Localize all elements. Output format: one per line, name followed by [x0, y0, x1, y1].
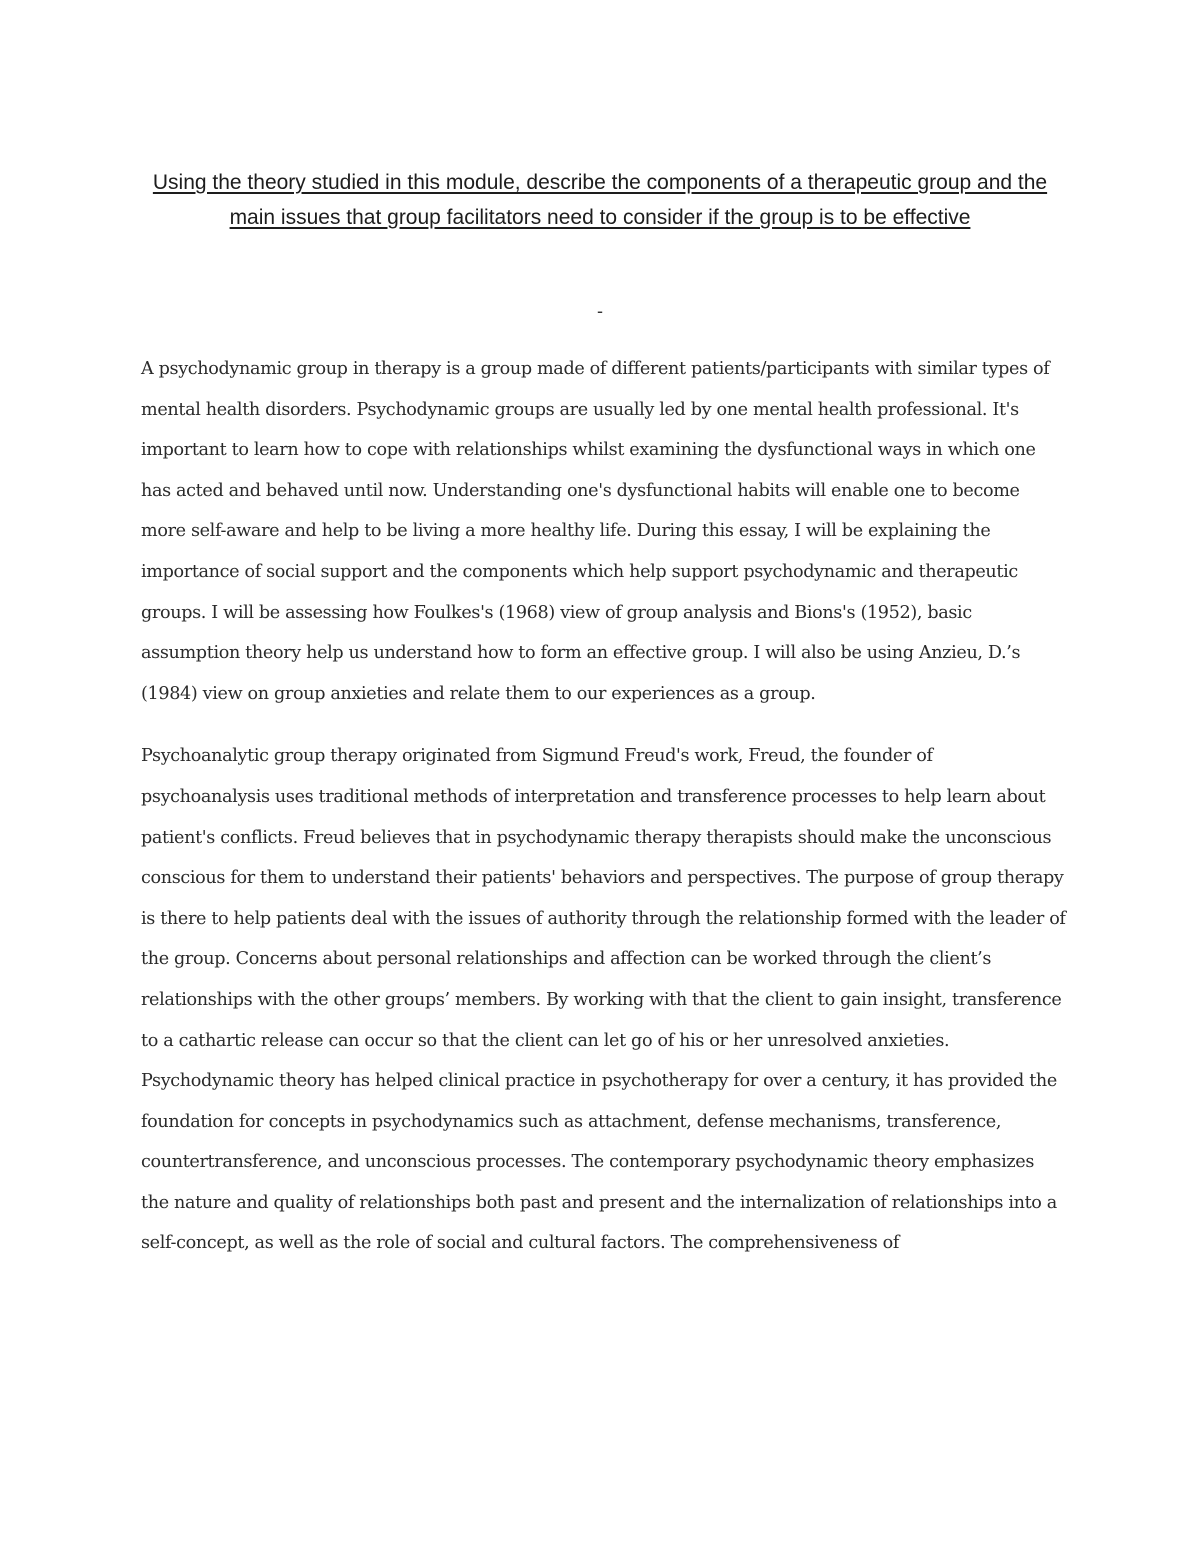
- essay-title: Using the theory studied in this module, describe the components of a therapeutic group and the main issues that group facilitators need to consider if the group is to be effective: [152, 171, 1048, 229]
- paragraph-1: A psychodynamic group in therapy is a group made of different patients/participants with similar types of mental health disorders. Psychodynamic groups are usually led by one mental health professional. It's important to learn how to cope with relationships whilst examining the dysfunctional ways in which one has acted and behaved until now. Understanding one's dysfunctional habits will enable one to become more self-aware and help to be living a more healthy life. During this essay, I will be explaining the importance of social support and the components which help support psychodynamic and therapeutic groups. I will be assessing how Foulkes's (1968) view of group analysis and Bions's (1952), basic assumption theory help us understand how to form an effective group. I will also be using Anzieu, D.’s (1984) view on group anxieties and relate them to our experiences as a group.: [141, 359, 1050, 704]
- essay-body: [141, 349, 1066, 1264]
- title-separator: -: [597, 301, 603, 321]
- paragraph-2: Psychoanalytic group therapy originated from Sigmund Freud's work, Freud, the founder of psychoanalysis uses traditional methods of interpretation and transference processes to help learn about patient's conflicts. Freud believes that in psychodynamic therapy therapists should make the unconscious conscious for them to understand their patients' behaviors and perspectives. The purpose of group therapy is there to help patients deal with the issues of authority through the relationship formed with the leader of the group. Concerns about personal relationships and affection can be worked through the client’s relationships with the other groups’ members. By working with that the client to gain insight, transference to a cathartic release can occur so that the client can let go of his or her unresolved anxieties. Psychodynamic theory has helped clinical practice in psychotherapy for over a century, it has provided the foundation for concepts in psychodynamics such as attachment, defense mechanisms, transference, countertransference, and unconscious processes. The contemporary psychodynamic theory emphasizes the nature and quality of relationships both past and present and the internalization of relationships into a self-concept, as well as the role of social and cultural factors. The comprehensiveness of: [141, 746, 1066, 1254]
